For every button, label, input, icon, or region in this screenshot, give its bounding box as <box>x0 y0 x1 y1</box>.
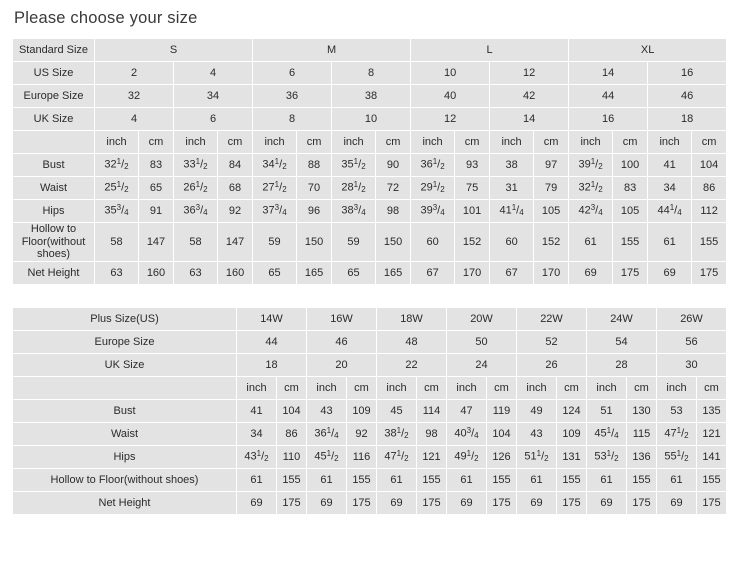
cell-hollow-to-floor: 152 <box>534 223 569 262</box>
cell-hollow-to-floor: 60 <box>411 223 455 262</box>
unit-header: inch <box>517 376 557 399</box>
table-row <box>13 62 727 85</box>
cell-europe-size: 44 <box>237 330 307 353</box>
unit-header: cm <box>534 131 569 154</box>
unit-header: inch <box>411 131 455 154</box>
cell-hollow-to-floor: 59 <box>253 223 297 262</box>
cell-bust: 124 <box>557 399 587 422</box>
cell-net-height: 69 <box>237 491 277 514</box>
cell-hips: $53^1/_2$ <box>587 445 627 468</box>
cell-waist: $36^1/_4$ <box>307 422 347 445</box>
cell-net-height: 69 <box>587 491 627 514</box>
row-label-units <box>13 131 95 154</box>
cell-hollow-to-floor: 152 <box>455 223 490 262</box>
cell-waist: $38^1/_2$ <box>377 422 417 445</box>
table-row <box>13 154 727 177</box>
cell-bust: 119 <box>487 399 517 422</box>
cell-waist: 109 <box>557 422 587 445</box>
unit-header: cm <box>347 376 377 399</box>
cell-europe-size: 40 <box>411 85 490 108</box>
cell-hollow-to-floor: 61 <box>377 468 417 491</box>
cell-uk-size: 24 <box>447 353 517 376</box>
size-group-l: L <box>411 39 569 62</box>
cell-hips: $38^3/_4$ <box>332 200 376 223</box>
cell-uk-size: 18 <box>237 353 307 376</box>
cell-hollow-to-floor: 61 <box>569 223 613 262</box>
cell-hips: 126 <box>487 445 517 468</box>
cell-bust: 104 <box>277 399 307 422</box>
cell-uk-size: 20 <box>307 353 377 376</box>
cell-waist: $45^1/_4$ <box>587 422 627 445</box>
unit-header: inch <box>307 376 347 399</box>
cell-europe-size: 36 <box>253 85 332 108</box>
cell-net-height: 67 <box>490 261 534 284</box>
cell-uk-size: 28 <box>587 353 657 376</box>
cell-uk-size: 16 <box>569 108 648 131</box>
cell-hollow-to-floor: 61 <box>447 468 487 491</box>
cell-net-height: 175 <box>692 261 727 284</box>
row-label-hips: Hips <box>13 445 237 468</box>
table-row <box>13 85 727 108</box>
cell-uk-size: 8 <box>253 108 332 131</box>
cell-hollow-to-floor: 155 <box>697 468 727 491</box>
cell-net-height: 160 <box>218 261 253 284</box>
cell-net-height: 175 <box>697 491 727 514</box>
cell-hollow-to-floor: 155 <box>557 468 587 491</box>
cell-net-height: 165 <box>297 261 332 284</box>
cell-waist: 43 <box>517 422 557 445</box>
page-title: Please choose your size <box>14 9 198 27</box>
cell-hips: $42^3/_4$ <box>569 200 613 223</box>
cell-hips: 98 <box>376 200 411 223</box>
cell-hips: 141 <box>697 445 727 468</box>
cell-net-height: 170 <box>455 261 490 284</box>
cell-hips: 105 <box>613 200 648 223</box>
cell-europe-size: 38 <box>332 85 411 108</box>
cell-uk-size: 18 <box>648 108 727 131</box>
cell-hips: $45^1/_2$ <box>307 445 347 468</box>
cell-bust: $33^1/_2$ <box>174 154 218 177</box>
cell-europe-size: 32 <box>95 85 174 108</box>
cell-uk-size: 26 <box>517 353 587 376</box>
cell-waist: 98 <box>417 422 447 445</box>
unit-header: cm <box>417 376 447 399</box>
cell-hips: $37^3/_4$ <box>253 200 297 223</box>
cell-waist: $32^1/_2$ <box>569 177 613 200</box>
cell-bust: 135 <box>697 399 727 422</box>
cell-waist: $27^1/_2$ <box>253 177 297 200</box>
unit-header: inch <box>237 376 277 399</box>
unit-header: cm <box>139 131 174 154</box>
cell-net-height: 63 <box>95 261 139 284</box>
cell-waist: 115 <box>627 422 657 445</box>
cell-hollow-to-floor: 155 <box>692 223 727 262</box>
plus-size-group: 26W <box>657 307 727 330</box>
unit-header: cm <box>697 376 727 399</box>
row-label: Waist <box>39 181 68 194</box>
unit-header: cm <box>557 376 587 399</box>
row-label-bust: Bust <box>13 399 237 422</box>
cell-net-height: 160 <box>139 261 174 284</box>
unit-header: cm <box>376 131 411 154</box>
plus-size-group: 18W <box>377 307 447 330</box>
cell-bust: 47 <box>447 399 487 422</box>
cell-us-size: 14 <box>569 62 648 85</box>
cell-hollow-to-floor: 60 <box>490 223 534 262</box>
table-row <box>13 353 727 376</box>
cell-europe-size: 56 <box>657 330 727 353</box>
cell-net-height: 175 <box>347 491 377 514</box>
row-label: Standard Size <box>18 43 89 56</box>
unit-header: cm <box>627 376 657 399</box>
cell-hips: $47^1/_2$ <box>377 445 417 468</box>
cell-hollow-to-floor: 59 <box>332 223 376 262</box>
cell-us-size: 10 <box>411 62 490 85</box>
cell-net-height: 67 <box>411 261 455 284</box>
table-row <box>13 261 727 284</box>
cell-europe-size: 54 <box>587 330 657 353</box>
cell-bust: 97 <box>534 154 569 177</box>
unit-header: inch <box>587 376 627 399</box>
cell-bust: 38 <box>490 154 534 177</box>
plus-size-group: 22W <box>517 307 587 330</box>
cell-hips: $41^1/_4$ <box>490 200 534 223</box>
cell-us-size: 8 <box>332 62 411 85</box>
cell-hollow-to-floor: 58 <box>174 223 218 262</box>
cell-bust: $36^1/_2$ <box>411 154 455 177</box>
cell-europe-size: 42 <box>490 85 569 108</box>
standard-size-header-cell <box>13 39 95 62</box>
table-row <box>13 330 727 353</box>
cell-us-size: 4 <box>174 62 253 85</box>
table-row <box>13 376 727 399</box>
table-row <box>13 223 727 262</box>
cell-us-size: 2 <box>95 62 174 85</box>
table-row <box>13 491 727 514</box>
cell-bust: 90 <box>376 154 411 177</box>
cell-bust: $39^1/_2$ <box>569 154 613 177</box>
cell-uk-size: 14 <box>490 108 569 131</box>
cell-hips: 91 <box>139 200 174 223</box>
row-label-waist <box>13 177 95 200</box>
cell-hips: $49^1/_2$ <box>447 445 487 468</box>
cell-net-height: 69 <box>517 491 557 514</box>
cell-waist: $29^1/_2$ <box>411 177 455 200</box>
cell-net-height: 175 <box>627 491 657 514</box>
cell-bust: 53 <box>657 399 697 422</box>
cell-hollow-to-floor: 61 <box>657 468 697 491</box>
cell-waist: 34 <box>237 422 277 445</box>
cell-net-height: 65 <box>332 261 376 284</box>
plus-size-group: 14W <box>237 307 307 330</box>
plus-size-table <box>12 307 727 515</box>
cell-bust: 100 <box>613 154 648 177</box>
cell-us-size: 16 <box>648 62 727 85</box>
unit-header: inch <box>332 131 376 154</box>
plus-size-group: 16W <box>307 307 377 330</box>
cell-waist: $25^1/_2$ <box>95 177 139 200</box>
cell-waist: 70 <box>297 177 332 200</box>
row-label-units <box>13 376 237 399</box>
row-label-hips <box>13 200 95 223</box>
cell-hips: 96 <box>297 200 332 223</box>
cell-uk-size: 12 <box>411 108 490 131</box>
cell-hips: 136 <box>627 445 657 468</box>
plus-size-header-cell: Plus Size(US) <box>13 307 237 330</box>
cell-waist: 121 <box>697 422 727 445</box>
cell-hollow-to-floor: 155 <box>347 468 377 491</box>
cell-net-height: 175 <box>613 261 648 284</box>
row-label-hollow-to-floor: Hollow to Floor(without shoes) <box>13 468 237 491</box>
cell-europe-size: 50 <box>447 330 517 353</box>
cell-hollow-to-floor: 61 <box>648 223 692 262</box>
cell-europe-size: 46 <box>307 330 377 353</box>
standard-size-table <box>12 38 727 285</box>
cell-hollow-to-floor: 147 <box>218 223 253 262</box>
cell-hips: $44^1/_4$ <box>648 200 692 223</box>
cell-bust: $32^1/_2$ <box>95 154 139 177</box>
cell-hips: $51^1/_2$ <box>517 445 557 468</box>
cell-hips: $55^1/_2$ <box>657 445 697 468</box>
cell-waist: 104 <box>487 422 517 445</box>
cell-waist: 72 <box>376 177 411 200</box>
cell-waist: 92 <box>347 422 377 445</box>
cell-bust: 41 <box>648 154 692 177</box>
cell-net-height: 69 <box>447 491 487 514</box>
unit-header: cm <box>613 131 648 154</box>
row-label: Hips <box>42 204 65 217</box>
cell-hips: 131 <box>557 445 587 468</box>
table-row <box>13 131 727 154</box>
cell-bust: 104 <box>692 154 727 177</box>
unit-header: cm <box>277 376 307 399</box>
cell-uk-size: 22 <box>377 353 447 376</box>
size-group-xl: XL <box>569 39 727 62</box>
unit-header: cm <box>297 131 332 154</box>
row-label-uk-size: UK Size <box>13 353 237 376</box>
cell-hips: $36^3/_4$ <box>174 200 218 223</box>
cell-hollow-to-floor: 155 <box>487 468 517 491</box>
unit-header: inch <box>490 131 534 154</box>
row-label-net-height: Net Height <box>13 491 237 514</box>
cell-us-size: 6 <box>253 62 332 85</box>
cell-net-height: 175 <box>557 491 587 514</box>
row-label-uk-size: UK Size <box>13 108 95 131</box>
cell-uk-size: 4 <box>95 108 174 131</box>
cell-net-height: 175 <box>487 491 517 514</box>
unit-header: inch <box>569 131 613 154</box>
cell-bust: 51 <box>587 399 627 422</box>
table-row <box>13 200 727 223</box>
cell-hips: 121 <box>417 445 447 468</box>
row-label-europe-size: Europe Size <box>13 85 95 108</box>
unit-header: cm <box>487 376 517 399</box>
cell-net-height: 175 <box>417 491 447 514</box>
unit-header: inch <box>657 376 697 399</box>
unit-header: inch <box>95 131 139 154</box>
cell-europe-size: 48 <box>377 330 447 353</box>
cell-waist: 86 <box>692 177 727 200</box>
row-label: Bust <box>42 158 65 171</box>
table-row <box>13 445 727 468</box>
cell-europe-size: 34 <box>174 85 253 108</box>
table-row <box>13 307 727 330</box>
cell-bust: 41 <box>237 399 277 422</box>
cell-bust: 83 <box>139 154 174 177</box>
row-label-waist: Waist <box>13 422 237 445</box>
cell-uk-size: 30 <box>657 353 727 376</box>
cell-net-height: 165 <box>376 261 411 284</box>
unit-header: cm <box>692 131 727 154</box>
cell-hollow-to-floor: 155 <box>613 223 648 262</box>
cell-waist: 75 <box>455 177 490 200</box>
row-label-net-height <box>13 261 95 284</box>
cell-waist: 86 <box>277 422 307 445</box>
cell-net-height: 170 <box>534 261 569 284</box>
cell-net-height: 69 <box>377 491 417 514</box>
cell-bust: 130 <box>627 399 657 422</box>
cell-uk-size: 6 <box>174 108 253 131</box>
row-label-hollow-to-floor <box>13 223 95 262</box>
cell-hollow-to-floor: 147 <box>139 223 174 262</box>
cell-bust: 45 <box>377 399 417 422</box>
cell-hips: $43^1/_2$ <box>237 445 277 468</box>
cell-hollow-to-floor: 150 <box>297 223 332 262</box>
cell-hips: 92 <box>218 200 253 223</box>
row-label-europe-size: Europe Size <box>13 330 237 353</box>
cell-hollow-to-floor: 58 <box>95 223 139 262</box>
table-row <box>13 177 727 200</box>
cell-us-size: 12 <box>490 62 569 85</box>
cell-bust: 43 <box>307 399 347 422</box>
cell-europe-size: 44 <box>569 85 648 108</box>
cell-hollow-to-floor: 155 <box>417 468 447 491</box>
row-label: Hollow to Floor(without shoes) <box>21 223 86 261</box>
row-label-bust <box>13 154 95 177</box>
table-row <box>13 39 727 62</box>
cell-hips: 110 <box>277 445 307 468</box>
cell-hollow-to-floor: 155 <box>627 468 657 491</box>
cell-bust: 49 <box>517 399 557 422</box>
cell-net-height: 69 <box>307 491 347 514</box>
cell-bust: 114 <box>417 399 447 422</box>
cell-net-height: 69 <box>648 261 692 284</box>
cell-bust: 109 <box>347 399 377 422</box>
cell-hips: 105 <box>534 200 569 223</box>
plus-size-group: 20W <box>447 307 517 330</box>
table-row <box>13 108 727 131</box>
cell-hips: 101 <box>455 200 490 223</box>
unit-header: inch <box>377 376 417 399</box>
plus-size-section <box>12 307 726 515</box>
cell-waist: 83 <box>613 177 648 200</box>
unit-header: inch <box>174 131 218 154</box>
cell-uk-size: 10 <box>332 108 411 131</box>
cell-waist: 65 <box>139 177 174 200</box>
cell-bust: $34^1/_2$ <box>253 154 297 177</box>
cell-waist: 34 <box>648 177 692 200</box>
cell-waist: $40^3/_4$ <box>447 422 487 445</box>
unit-header: cm <box>218 131 253 154</box>
cell-waist: 31 <box>490 177 534 200</box>
cell-net-height: 69 <box>569 261 613 284</box>
cell-net-height: 175 <box>277 491 307 514</box>
table-row <box>13 399 727 422</box>
cell-waist: $26^1/_2$ <box>174 177 218 200</box>
plus-size-group: 24W <box>587 307 657 330</box>
table-row <box>13 422 727 445</box>
cell-hollow-to-floor: 61 <box>587 468 627 491</box>
cell-bust: 93 <box>455 154 490 177</box>
unit-header: inch <box>447 376 487 399</box>
cell-waist: 68 <box>218 177 253 200</box>
cell-hollow-to-floor: 150 <box>376 223 411 262</box>
unit-header: inch <box>253 131 297 154</box>
cell-net-height: 65 <box>253 261 297 284</box>
size-group-m: M <box>253 39 411 62</box>
cell-europe-size: 52 <box>517 330 587 353</box>
cell-hips: $35^3/_4$ <box>95 200 139 223</box>
row-label: Net Height <box>27 266 80 279</box>
cell-hollow-to-floor: 61 <box>237 468 277 491</box>
cell-hollow-to-floor: 61 <box>307 468 347 491</box>
cell-hips: $39^3/_4$ <box>411 200 455 223</box>
cell-hollow-to-floor: 155 <box>277 468 307 491</box>
row-label-us-size: US Size <box>13 62 95 85</box>
cell-hollow-to-floor: 61 <box>517 468 557 491</box>
cell-hips: 116 <box>347 445 377 468</box>
cell-europe-size: 46 <box>648 85 727 108</box>
cell-bust: $35^1/_2$ <box>332 154 376 177</box>
cell-waist: $47^1/_2$ <box>657 422 697 445</box>
unit-header: inch <box>648 131 692 154</box>
cell-net-height: 69 <box>657 491 697 514</box>
unit-header: cm <box>455 131 490 154</box>
cell-bust: 84 <box>218 154 253 177</box>
cell-waist: 79 <box>534 177 569 200</box>
cell-bust: 88 <box>297 154 332 177</box>
cell-net-height: 63 <box>174 261 218 284</box>
cell-hips: 112 <box>692 200 727 223</box>
cell-waist: $28^1/_2$ <box>332 177 376 200</box>
size-group-s: S <box>95 39 253 62</box>
table-row <box>13 468 727 491</box>
